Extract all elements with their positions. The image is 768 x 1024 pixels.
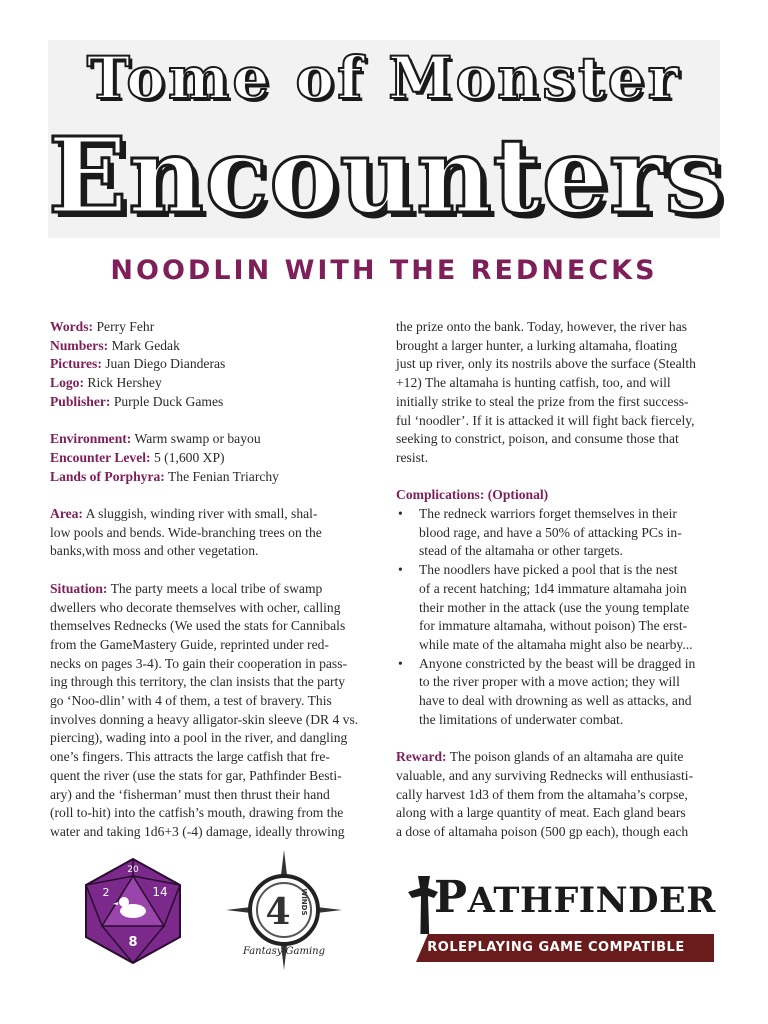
list-line: • Anyone constricted by the beast will be dragged in: [419, 655, 696, 671]
stat-label: Encounter Level:: [50, 449, 151, 465]
list-line: blood rage, and have a 50% of attacking PCs in-: [419, 524, 682, 540]
stat-value: The Fenian Triarchy: [167, 468, 279, 484]
area-line: banks,with moss and other vegetation.: [50, 543, 259, 559]
situation-line: brought a larger hunter, a lurking altamaha, floating: [396, 337, 678, 353]
credit-label: Words:: [50, 319, 94, 334]
die-number: 14: [152, 885, 168, 899]
credit-value: Rick Hershey: [87, 375, 162, 391]
situation-line: piercing), wading into a pool in the river, and dangling: [50, 730, 348, 746]
situation-text: The party meets a local tribe of swamp: [110, 580, 323, 596]
four-winds-script: Fantasy Gaming: [242, 946, 326, 957]
reward-label: Reward:: [396, 749, 447, 765]
credit-value: Mark Gedak: [111, 337, 180, 353]
list-line: have to deal with drowning as well as attacks, and: [419, 693, 692, 709]
credit-label: Pictures:: [50, 356, 102, 372]
credit-line: [50, 337, 372, 356]
list-line: their mother in the attack (use the young template: [419, 599, 690, 615]
pathfinder-tagline: ROLEPLAYING GAME COMPATIBLE: [427, 940, 685, 955]
four-winds-text: WINDS: [300, 888, 308, 916]
situation-line: (roll to-hit) into the catfish’s mouth, drawing from the: [50, 805, 344, 821]
situation-line: just up river, only its nostrils above the surface (Stealth: [396, 356, 696, 372]
area-text: A sluggish, winding river with small, shal-: [85, 506, 318, 521]
list-line: the limitations of underwater combat.: [419, 711, 624, 727]
area-paragraph: [50, 505, 372, 561]
left-column: [50, 318, 372, 860]
situation-line: involves donning a heavy alligator-skin sleeve (DR 4 vs.: [50, 711, 359, 727]
die-number: 8: [128, 935, 138, 950]
stat-line: [50, 468, 372, 487]
complications-label: Complications: (Optional): [396, 487, 549, 503]
complications-section: [396, 486, 718, 729]
credit-label: Logo:: [50, 375, 84, 391]
stat-label: Lands of Porphyra:: [50, 468, 165, 484]
right-column: [396, 318, 718, 860]
credit-line: [50, 355, 372, 374]
situation-line: the prize onto the bank. Today, however, the river has: [396, 319, 688, 334]
situation-paragraph: [50, 580, 372, 842]
list-line: stead of the altamaha or other targets.: [419, 543, 623, 559]
four-winds-logo-icon: [226, 850, 342, 970]
credit-line: [50, 393, 372, 412]
list-item: [396, 505, 718, 561]
situation-line: ing through this territory, the clan insists that the party: [50, 674, 346, 690]
list-line: to the river proper with a move action; they will: [419, 674, 680, 690]
stat-value: Warm swamp or bayou: [134, 431, 261, 447]
situation-line: resist.: [396, 449, 429, 465]
situation-line: water and taking 1d6+3 (-4) damage, ideally throwing: [50, 823, 345, 839]
credit-label: Numbers:: [50, 337, 109, 353]
title-banner: [48, 40, 725, 238]
situation-line: seeking to constrict, poison, and consume those that: [396, 431, 679, 447]
credit-value: Juan Diego Dianderas: [105, 356, 226, 372]
credit-line: [50, 374, 372, 393]
stat-line: [50, 430, 372, 449]
situation-line: go ‘Noo-dlin’ with 4 of them, a test of bravery. This: [50, 693, 332, 709]
pathfinder-tagline-bar: [398, 934, 714, 962]
pathfinder-word-rest: ATHFINDER: [467, 880, 716, 921]
four-winds-number: 4: [265, 891, 291, 933]
stat-line: [50, 449, 372, 468]
reward-line: cally harvest 1d3 of them from the altamaha’s corpse,: [396, 786, 688, 802]
situation-line: dwellers who decorate themselves with ocher, calling: [50, 599, 341, 615]
stats-block: [50, 430, 372, 486]
reward-line: along with a large quantity of meat. Each gland bears: [396, 805, 686, 821]
complications-list: [396, 505, 718, 729]
die-number: 2: [102, 886, 110, 899]
list-line: • The noodlers have picked a pool that is the nest: [419, 562, 678, 578]
title-line-2: Encounters: [48, 114, 725, 237]
reward-paragraph: [396, 748, 718, 842]
reward-line: valuable, and any surviving Rednecks will enthusiasti-: [396, 767, 694, 783]
situation-continued: [396, 318, 718, 468]
title-line-1: Tome of Monster: [86, 44, 682, 112]
list-line: for immature altamaha, without poison) The erst-: [419, 618, 688, 634]
list-item: [396, 655, 718, 730]
situation-line: one’s fingers. This attracts the large catfish that fre-: [50, 749, 330, 765]
situation-line: themselves Rednecks (We used the stats for Cannibals: [50, 618, 346, 634]
area-label: Area:: [50, 506, 83, 521]
area-line: [50, 505, 372, 524]
list-line: while mate of the altamaha might also be nearby...: [419, 636, 693, 652]
die-number: 20: [127, 865, 139, 875]
list-line: of a recent hatching; 1d4 immature altamaha join: [419, 580, 687, 596]
pathfinder-wordmark: [398, 872, 716, 923]
situation-line: ful ‘noodler’. If it is attacked it will fight back fiercely,: [396, 412, 695, 428]
list-item: [396, 561, 718, 655]
situation-line: initially strike to steal the prize from the first success-: [396, 393, 689, 409]
situation-line: necks on pages 3-4). To gain their cooperation in pass-: [50, 655, 348, 671]
bar-notch: [398, 934, 428, 962]
reward-line: a dose of altamaha poison (500 gp each), though each: [396, 823, 689, 839]
reward-text: The poison glands of an altamaha are quite: [449, 749, 684, 765]
pathfinder-initial: P: [434, 872, 468, 923]
stat-value: 5 (1,600 XP): [153, 449, 225, 465]
situation-line: ary) and the ‘fisherman’ must then thrust their hand: [50, 786, 330, 802]
situation-line: quent the river (use the stats for gar, Pathfinder Besti-: [50, 767, 342, 783]
stat-label: Environment:: [50, 431, 132, 447]
area-line: low pools and bends. Wide-branching trees on the: [50, 524, 322, 540]
d20-duck-logo-icon: [80, 856, 186, 966]
reward-line: [396, 748, 718, 767]
credit-value: Purple Duck Games: [113, 393, 224, 409]
credits-block: [50, 318, 372, 412]
credit-line: [50, 318, 372, 337]
credit-value: Perry Fehr: [96, 319, 155, 334]
situation-label: Situation:: [50, 580, 108, 596]
situation-line: +12) The altamaha is hunting catfish, too, and will: [396, 375, 671, 391]
situation-line: [50, 580, 372, 599]
credit-label: Publisher:: [50, 393, 111, 409]
adventure-subtitle: NOODLIN WITH THE REDNECKS: [110, 255, 658, 286]
situation-line: from the GameMastery Guide, reprinted under red-: [50, 636, 329, 652]
list-line: • The redneck warriors forget themselves in their: [419, 506, 677, 522]
